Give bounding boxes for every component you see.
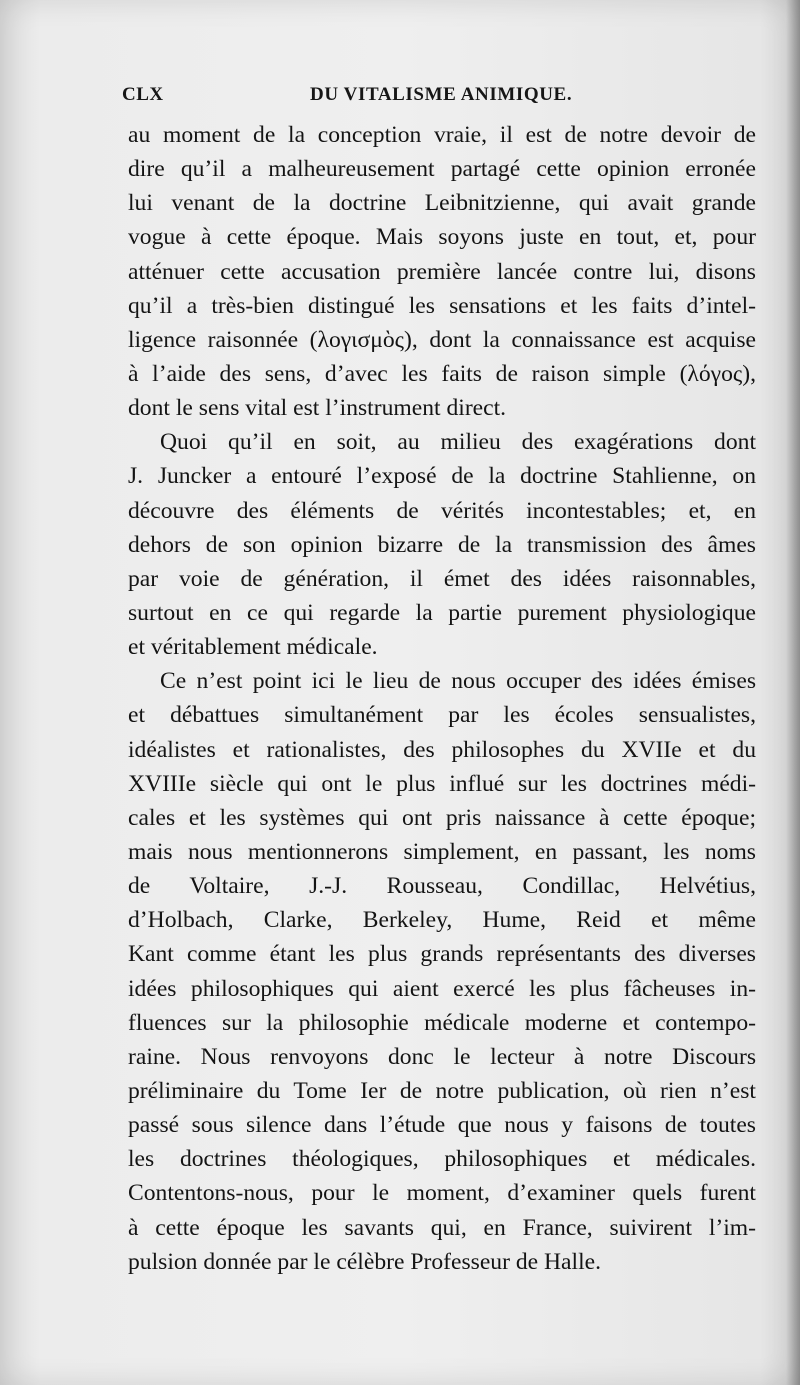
text-line: de Voltaire, J.-J. Rousseau, Condillac, Helvétius,: [128, 873, 756, 900]
text-line: Kant comme étant les plus grands représentants des diverses: [128, 941, 756, 968]
text-line: surtout en ce qui regarde la partie purement physiologique: [128, 599, 756, 626]
page-number: CLX: [122, 84, 164, 105]
text-line: à cette époque les savants qui, en France, suivirent l’im-: [128, 1214, 756, 1241]
text-line: raine. Nous renvoyons donc le lecteur à notre Discours: [128, 1043, 756, 1070]
running-title: DU VITALISME ANIMIQUE.: [310, 84, 573, 105]
text-line: idées philosophiques qui aient exercé les plus fâcheuses in-: [128, 975, 756, 1002]
text-line: dont le sens vital est l’instrument direct.: [128, 395, 507, 422]
text-line: lui venant de la doctrine Leibnitzienne, qui avait grande: [128, 190, 756, 217]
paragraph-first-line: Ce n’est point ici le lieu de nous occuper des idées émises: [160, 668, 756, 695]
text-line: J. Juncker a entouré l’exposé de la doctrine Stahlienne, on: [128, 463, 756, 490]
text-line: dire qu’il a malheureusement partagé cette opinion erronée: [128, 156, 756, 183]
text-line: XVIIIe siècle qui ont le plus influé sur les doctrines médi-: [128, 770, 756, 797]
text-line: mais nous mentionnerons simplement, en passant, les noms: [128, 838, 756, 865]
text-line: et véritablement médicale.: [128, 634, 378, 661]
text-line: à l’aide des sens, d’avec les faits de raison simple (λόγος),: [128, 360, 756, 387]
text-line: au moment de la conception vraie, il est de notre devoir de: [128, 122, 756, 148]
text-line: fluences sur la philosophie médicale moderne et contempo-: [128, 1009, 756, 1036]
text-line: découvre des éléments de vérités incontestables; et, en: [128, 497, 756, 524]
text-line: atténuer cette accusation première lancée contre lui, disons: [128, 258, 756, 285]
paragraph-first-line: Quoi qu’il en soit, au milieu des exagérations dont: [160, 429, 756, 456]
text-line: cales et les systèmes qui ont pris naissance à cette époque;: [128, 804, 756, 831]
text-line: dehors de son opinion bizarre de la transmission des âmes: [128, 531, 756, 558]
text-line: par voie de génération, il émet des idées raisonnables,: [128, 565, 756, 592]
text-line: qu’il a très-bien distingué les sensations et les faits d’intel-: [128, 292, 756, 319]
text-line: vogue à cette époque. Mais soyons juste en tout, et, pour: [128, 224, 756, 251]
text-line: et débattues simultanément par les écoles sensualistes,: [128, 702, 756, 729]
text-line: les doctrines théologiques, philosophiques et médicales.: [128, 1146, 756, 1173]
text-line: d’Holbach, Clarke, Berkeley, Hume, Reid et même: [128, 907, 756, 934]
page-edge-shadow: [786, 0, 800, 1385]
text-line: Contentons-nous, pour le moment, d’examiner quels furent: [128, 1180, 756, 1207]
text-line: ligence raisonnée (λογισμὸς), dont la connaissance est acquise: [128, 326, 756, 353]
body-text: [128, 118, 756, 1279]
text-line: préliminaire du Tome Ier de notre publication, où rien n’est: [128, 1077, 756, 1104]
text-line: idéalistes et rationalistes, des philosophes du XVIIe et du: [128, 736, 756, 763]
text-line: passé sous silence dans l’étude que nous y faisons de toutes: [128, 1112, 756, 1139]
text-line: pulsion donnée par le célèbre Professeur de Halle.: [128, 1248, 602, 1275]
page-header: [122, 84, 762, 110]
